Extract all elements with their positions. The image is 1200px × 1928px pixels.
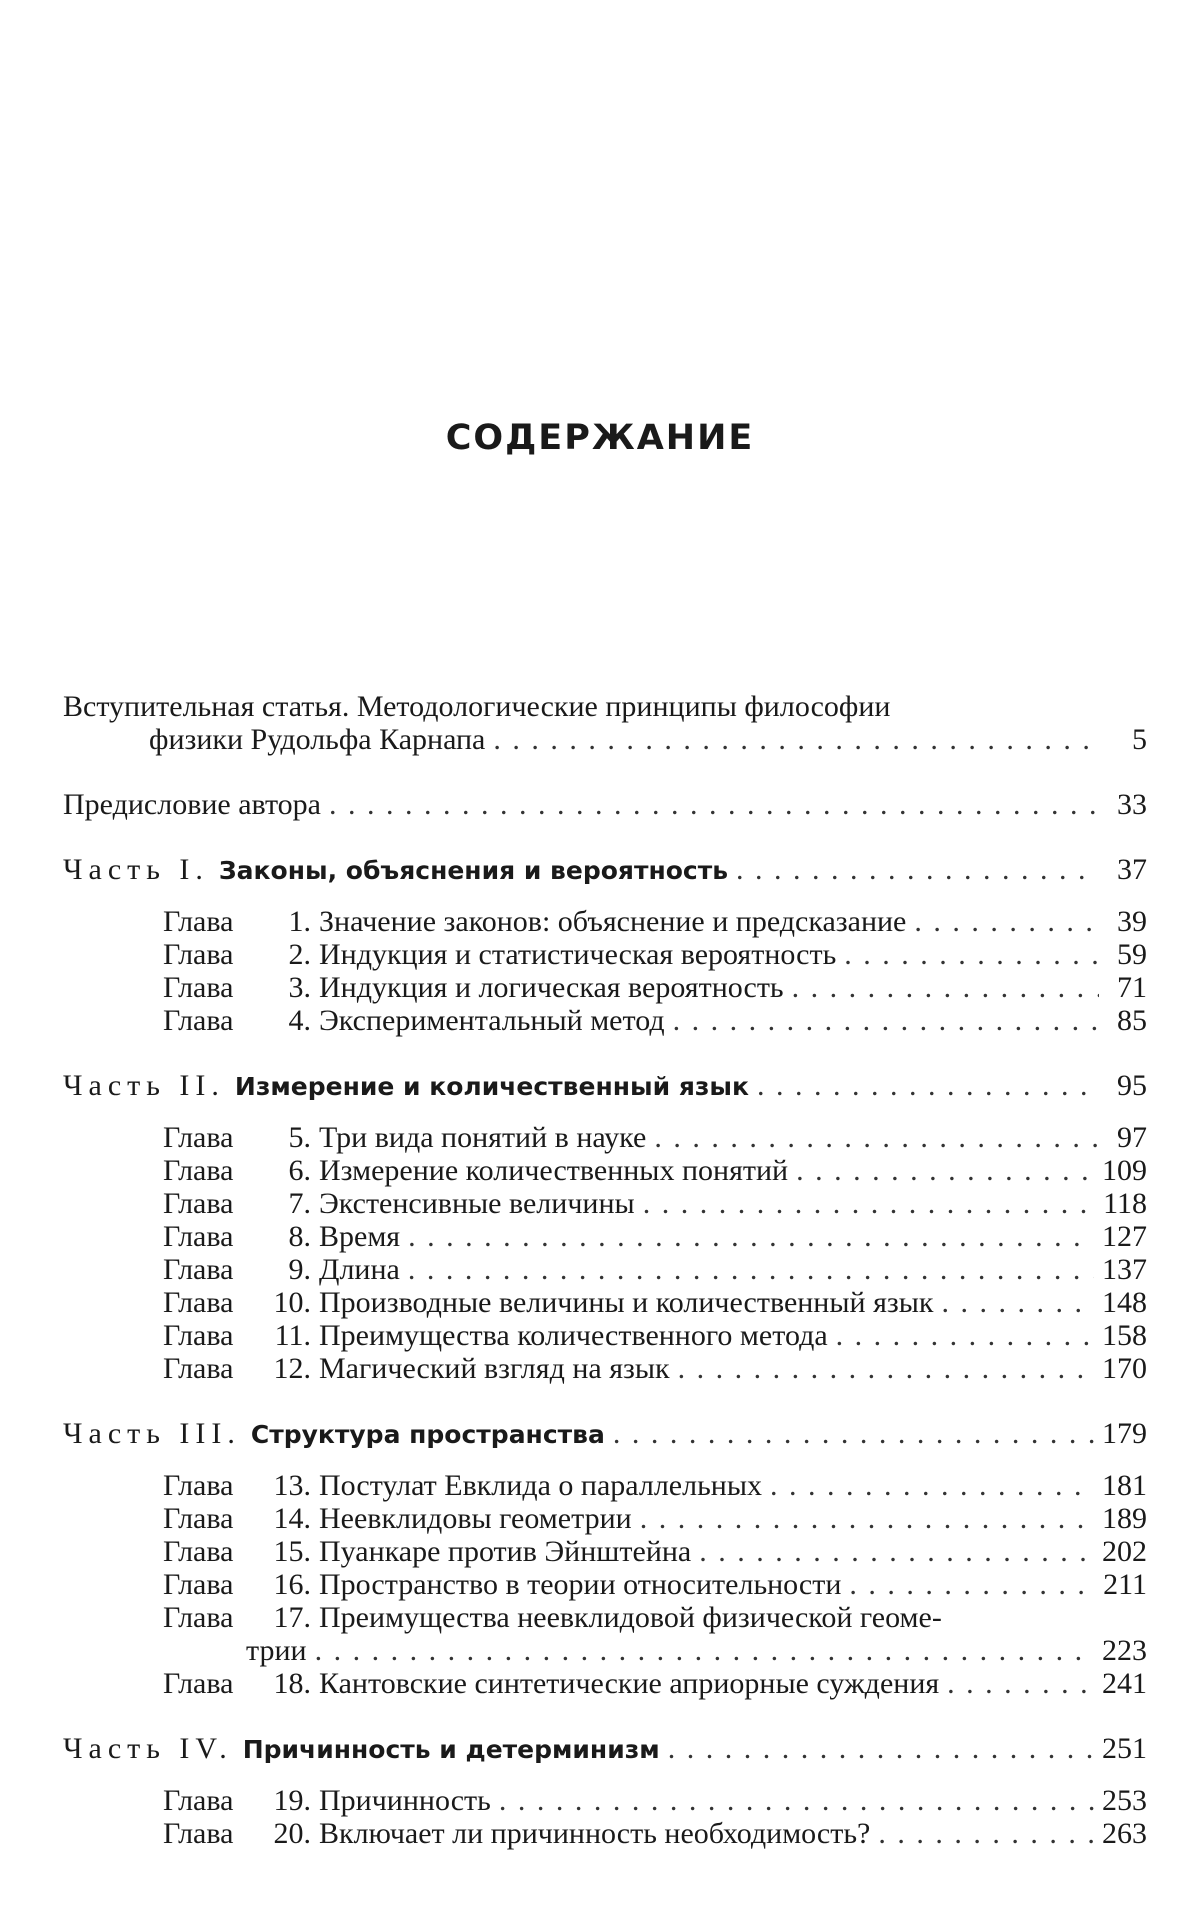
- toc-page-number: 109: [1102, 1154, 1147, 1187]
- toc-part-name: Структура пространства: [250, 1420, 605, 1449]
- toc-chapter: [63, 1784, 1147, 1817]
- toc-part: [63, 1069, 1147, 1103]
- toc-chapter-title: Включает ли причинность необходимость?: [319, 1817, 871, 1850]
- toc-chapter: [63, 938, 1147, 971]
- toc-chapter-word: Глава: [163, 905, 234, 938]
- dot-leader: [640, 1502, 1094, 1535]
- toc-page-number: 37: [1117, 853, 1147, 886]
- toc-chapter-number: 13.: [273, 1469, 311, 1502]
- toc-chapter: [63, 1352, 1147, 1385]
- toc-entry-intro-line1: [63, 690, 1147, 723]
- toc-chapter-number: 18.: [273, 1667, 311, 1700]
- dot-leader: [408, 1253, 1094, 1286]
- toc-chapter: [63, 1568, 1147, 1601]
- toc-chapter-word: Глава: [163, 1187, 234, 1220]
- dot-leader: [757, 1069, 1099, 1102]
- toc-page-number: 118: [1103, 1187, 1147, 1220]
- toc-page-number: 39: [1117, 905, 1147, 938]
- toc-chapter-line: [163, 1667, 1147, 1700]
- toc-chapter-title: Длина: [319, 1253, 400, 1286]
- toc-chapter-line: [163, 1121, 1147, 1154]
- toc-chapter: [63, 1535, 1147, 1568]
- toc-chapter: [63, 1004, 1147, 1037]
- toc-chapter-word: Глава: [163, 938, 234, 971]
- dot-leader: [668, 1732, 1094, 1765]
- dot-leader: [613, 1417, 1094, 1450]
- toc-part: [63, 853, 1147, 887]
- toc-chapter-number: 12.: [273, 1352, 311, 1385]
- dot-leader: [699, 1535, 1094, 1568]
- toc-chapter-number: 15.: [273, 1535, 311, 1568]
- toc-page-number: 170: [1102, 1352, 1147, 1385]
- toc-chapter-title: Экспериментальный метод: [319, 1004, 665, 1037]
- toc-part-heading: [63, 1732, 1147, 1766]
- toc-chapter-title: Индукция и логическая вероятность: [319, 971, 784, 1004]
- toc-page-number: 189: [1102, 1502, 1147, 1535]
- toc-chapter: [63, 1253, 1147, 1286]
- toc-chapter-line: [163, 1253, 1147, 1286]
- toc-page-number: 85: [1117, 1004, 1147, 1037]
- toc-chapter-line: [163, 1817, 1147, 1850]
- toc-chapter-line: [163, 1004, 1147, 1037]
- toc-part-name: Причинность и детерминизм: [242, 1735, 660, 1764]
- dot-leader: [770, 1469, 1094, 1502]
- toc-chapter-word: Глава: [163, 1502, 234, 1535]
- dot-leader: [941, 1286, 1094, 1319]
- dot-leader: [792, 971, 1099, 1004]
- toc-chapter-word: Глава: [163, 1817, 234, 1850]
- toc-chapter-number: 3.: [288, 971, 311, 1004]
- toc-page-number: 263: [1102, 1817, 1147, 1850]
- toc-chapter-title: Магический взгляд на язык: [319, 1352, 670, 1385]
- toc-chapter-title: Измерение количественных понятий: [319, 1154, 789, 1187]
- toc-chapter: [63, 1319, 1147, 1352]
- toc-chapter-word: Глава: [163, 1784, 234, 1817]
- toc-chapter-line: [163, 1784, 1147, 1817]
- toc-chapter-number: 9.: [288, 1253, 311, 1286]
- toc-chapter: [63, 1469, 1147, 1502]
- toc-part: [63, 1417, 1147, 1451]
- toc-page-number: 202: [1102, 1535, 1147, 1568]
- toc-part-heading: [63, 853, 1147, 887]
- toc-chapter-word: Глава: [163, 1286, 234, 1319]
- toc-chapter-line: [163, 1502, 1147, 1535]
- dot-leader: [678, 1352, 1094, 1385]
- toc-entry-intro: [63, 690, 1147, 756]
- toc-chapter: [63, 1187, 1147, 1220]
- toc-chapter-word: Глава: [163, 1253, 234, 1286]
- toc-chapter-number: 7.: [288, 1187, 311, 1220]
- toc-chapter-line: [163, 905, 1147, 938]
- toc-chapter: [63, 1154, 1147, 1187]
- toc-page-number: 253: [1102, 1784, 1147, 1817]
- toc-chapter-title: Пространство в теории относительности: [319, 1568, 842, 1601]
- toc-chapter-word: Глава: [163, 1121, 234, 1154]
- toc-entry-intro-line2: [63, 723, 1147, 756]
- toc-chapter-line: [163, 1220, 1147, 1253]
- toc-chapter-number: 2.: [288, 938, 311, 971]
- toc-chapter-word: Глава: [163, 1220, 234, 1253]
- toc-chapter-number: 5.: [288, 1121, 311, 1154]
- page-title: СОДЕРЖАНИЕ: [445, 418, 755, 458]
- toc-page-number: 33: [1117, 788, 1147, 821]
- toc-chapter: [63, 905, 1147, 938]
- toc-chapter-title: Значение законов: объяснение и предсказание: [319, 905, 907, 938]
- toc-chapter-word: Глава: [163, 971, 234, 1004]
- dot-leader: [914, 905, 1099, 938]
- dot-leader: [947, 1667, 1094, 1700]
- toc-chapter-number: 17.: [273, 1601, 311, 1634]
- toc-chapter: [63, 1220, 1147, 1253]
- toc-chapter-number: 20.: [273, 1817, 311, 1850]
- toc-chapter-line: [163, 1352, 1147, 1385]
- toc-entry-preface-line: [63, 788, 1147, 821]
- toc-chapter-title-cont: трии: [246, 1634, 307, 1667]
- toc-page-number: 59: [1117, 938, 1147, 971]
- toc-chapter-title: Время: [319, 1220, 401, 1253]
- toc-part-heading: [63, 1417, 1147, 1451]
- toc-part-label: Часть III.: [63, 1417, 241, 1450]
- dot-leader: [849, 1568, 1095, 1601]
- toc-part: [63, 1732, 1147, 1766]
- toc-page-number: 5: [1132, 723, 1147, 756]
- toc-chapter-title: Пуанкаре против Эйнштейна: [319, 1535, 692, 1568]
- toc-chapter-number: 8.: [288, 1220, 311, 1253]
- toc-chapter-word: Глава: [163, 1352, 234, 1385]
- toc-part-label: Часть II.: [63, 1069, 225, 1102]
- toc-part-name: Законы, объяснения и вероятность: [218, 856, 729, 885]
- toc-chapter: [63, 1601, 1147, 1667]
- toc-chapter-line: [163, 1568, 1147, 1601]
- toc-entry-intro-title-line2: физики Рудольфа Карнапа: [149, 723, 486, 756]
- toc-chapter: [63, 1121, 1147, 1154]
- dot-leader: [836, 1319, 1094, 1352]
- toc-part-heading: [63, 1069, 1147, 1103]
- toc-page-number: 158: [1102, 1319, 1147, 1352]
- toc-chapter-line: [163, 1319, 1147, 1352]
- toc-parts: [63, 853, 1147, 1850]
- toc-part-label: Часть IV.: [63, 1732, 233, 1765]
- toc-entry-preface-title: Предисловие автора: [63, 788, 321, 821]
- toc-chapter-title: Преимущества неевклидовой физической геоме-: [319, 1601, 942, 1634]
- toc-chapter: [63, 1286, 1147, 1319]
- dot-leader: [654, 1121, 1099, 1154]
- toc-chapter-continuation: [163, 1634, 1147, 1667]
- toc-chapter-line: [163, 1286, 1147, 1319]
- toc-page-number: 211: [1103, 1568, 1147, 1601]
- toc-chapter-word: Глава: [163, 1667, 234, 1700]
- toc-chapter-number: 14.: [273, 1502, 311, 1535]
- toc-chapter-line: [163, 938, 1147, 971]
- toc-chapter-word: Глава: [163, 1535, 234, 1568]
- toc-page-number: 97: [1117, 1121, 1147, 1154]
- toc-page-number: 181: [1102, 1469, 1147, 1502]
- toc-chapter-number: 11.: [274, 1319, 311, 1352]
- toc-chapter-title: Постулат Евклида о параллельных: [319, 1469, 762, 1502]
- toc-chapter-title: Причинность: [319, 1784, 491, 1817]
- dot-leader: [796, 1154, 1094, 1187]
- dot-leader: [493, 723, 1099, 756]
- toc-chapter: [63, 971, 1147, 1004]
- toc-chapter-number: 1.: [288, 905, 311, 938]
- toc-chapter-word: Глава: [163, 1568, 234, 1601]
- table-of-contents: [63, 690, 1147, 1850]
- toc-chapter-word: Глава: [163, 1154, 234, 1187]
- toc-part-label: Часть I.: [63, 853, 209, 886]
- toc-chapter-title: Три вида понятий в науке: [319, 1121, 647, 1154]
- toc-page-number: 148: [1102, 1286, 1147, 1319]
- toc-chapter-word: Глава: [163, 1319, 234, 1352]
- dot-leader: [736, 853, 1099, 886]
- toc-chapter-line: [163, 1535, 1147, 1568]
- dot-leader: [643, 1187, 1095, 1220]
- toc-chapter-number: 16.: [273, 1568, 311, 1601]
- toc-chapter-number: 10.: [273, 1286, 311, 1319]
- toc-entry-intro-title-line1: Вступительная статья. Методологические принципы философии: [63, 690, 891, 723]
- toc-chapter-number: 4.: [288, 1004, 311, 1037]
- toc-part-name: Измерение и количественный язык: [234, 1072, 749, 1101]
- toc-page-number: 137: [1102, 1253, 1147, 1286]
- toc-chapter-word: Глава: [163, 1004, 234, 1037]
- toc-chapter-line: [163, 1154, 1147, 1187]
- toc-page-number: 71: [1117, 971, 1147, 1004]
- toc-chapter: [63, 1502, 1147, 1535]
- toc-chapter-title: Кантовские синтетические априорные суждения: [319, 1667, 940, 1700]
- toc-chapter-word: Глава: [163, 1601, 234, 1634]
- toc-page-number: 223: [1102, 1634, 1147, 1667]
- toc-chapter-number: 6.: [288, 1154, 311, 1187]
- toc-chapter-line: [163, 1187, 1147, 1220]
- dot-leader: [408, 1220, 1094, 1253]
- toc-page-number: 95: [1117, 1069, 1147, 1102]
- toc-chapter-title: Экстенсивные величины: [319, 1187, 635, 1220]
- toc-page-number: 127: [1102, 1220, 1147, 1253]
- dot-leader: [315, 1634, 1094, 1667]
- toc-chapter-line: [163, 1601, 1147, 1634]
- dot-leader: [878, 1817, 1094, 1850]
- toc-chapter-title: Неевклидовы геометрии: [319, 1502, 632, 1535]
- toc-chapter-word: Глава: [163, 1469, 234, 1502]
- toc-chapter: [63, 1817, 1147, 1850]
- toc-page-number: 251: [1102, 1732, 1147, 1765]
- dot-leader: [673, 1004, 1099, 1037]
- toc-chapter-line: [163, 971, 1147, 1004]
- toc-page-number: 179: [1102, 1417, 1147, 1450]
- toc-chapter-line: [163, 1469, 1147, 1502]
- toc-chapter-number: 19.: [273, 1784, 311, 1817]
- toc-entry-preface: [63, 788, 1147, 821]
- dot-leader: [499, 1784, 1094, 1817]
- toc-chapter: [63, 1667, 1147, 1700]
- toc-chapter-title: Производные величины и количественный язык: [319, 1286, 934, 1319]
- dot-leader: [329, 788, 1099, 821]
- toc-page-number: 241: [1102, 1667, 1147, 1700]
- dot-leader: [844, 938, 1099, 971]
- toc-chapter-title: Индукция и статистическая вероятность: [319, 938, 837, 971]
- toc-chapter-title: Преимущества количественного метода: [319, 1319, 828, 1352]
